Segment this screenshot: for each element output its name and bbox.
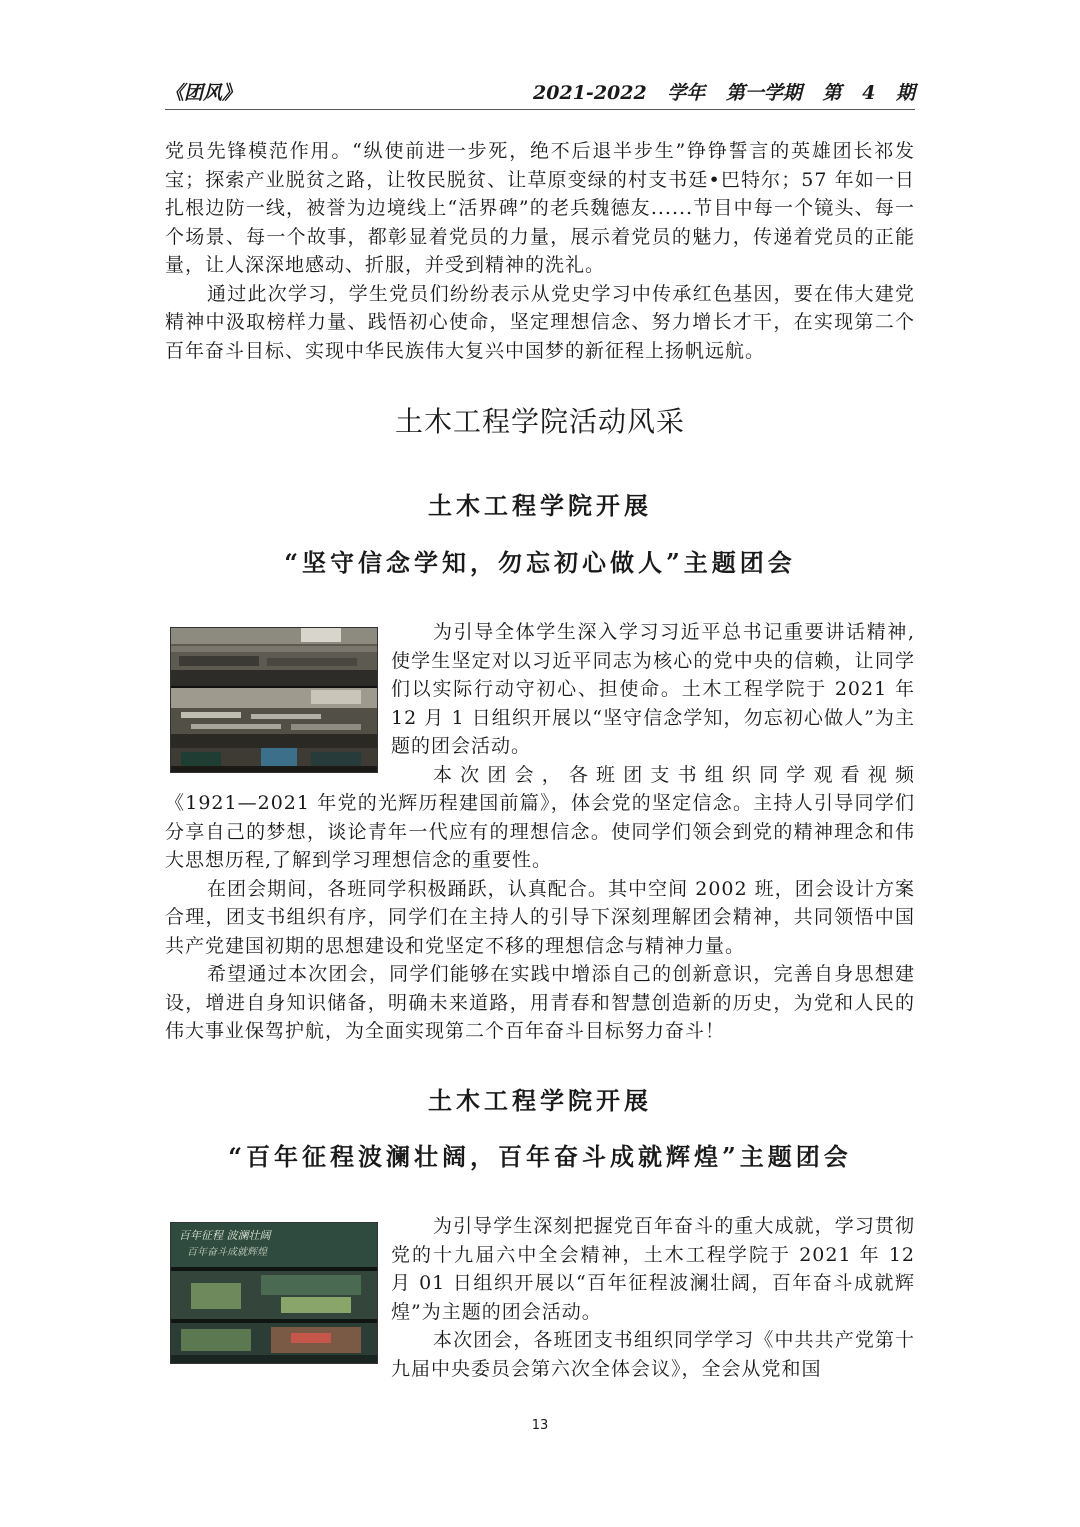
issue-info: 2021-2022 学年 第一学期 第 4 期: [533, 82, 915, 104]
article1-heading-line1: 土木工程学院开展: [428, 491, 652, 520]
article1-heading-line2: “坚守信念学知，勿忘初心做人”主题团会: [284, 548, 796, 577]
article2-heading-line2: “百年征程波澜壮阔，百年奋斗成就辉煌”主题团会: [228, 1142, 852, 1171]
article1-text-body: [165, 789, 915, 1046]
article1-paragraph-1: 为引导全体学生深入学习习近平总书记重要讲话精神,使学生坚定对以习近平同志为核心的党中央的信赖，让同学们以实际行动守初心、担使命。土木工程学院于 2021 年 12 月 1 日组织开展以“坚守信念学知，勿忘初心做人”为主题的团会活动。: [391, 621, 915, 757]
svg-text:百年奋斗成就辉煌: 百年奋斗成就辉煌: [187, 1247, 267, 1258]
article1-text-beside-image: [391, 618, 915, 789]
article2-text-beside-image: [391, 1212, 915, 1383]
article1-paragraph-3: 在团会期间，各班同学积极踊跃，认真配合。其中空间 2002 班，团会设计方案合理，团支书组织有序，同学们在主持人的引导下深刻理解团会精神，共同领悟中国共产党建国初期的思想建设和党坚定不移的理想信念与精神力量。: [165, 877, 915, 957]
page-number: 13: [531, 1418, 549, 1433]
article1-paragraph-2-rest: 《1921—2021 年党的光辉历程建国前篇》，体会党的坚定信念。主持人引导同学们分享自己的梦想，谈论青年一代应有的理想信念。使同学们领会到党的精神理念和伟大思想历程,了解到学习理想信念的重要性。: [165, 792, 915, 871]
intro-text: [165, 137, 915, 365]
svg-text:百年征程 波澜壮阔: 百年征程 波澜壮阔: [179, 1229, 271, 1242]
running-header: [165, 78, 915, 108]
article1-paragraph-2-first-line: 本次团会，各班团支书组织同学观看视频: [433, 763, 915, 786]
journal-name: 《团风》: [165, 82, 242, 104]
article1-paragraph-4: 希望通过本次团会，同学们能够在实践中增添自己的创新意识，完善自身思想建设，增进自身知识储备，明确未来道路，用青春和智慧创造新的历史，为党和人民的伟大事业保驾护航，为全面实现第二个百年奋斗目标努力奋斗！: [165, 963, 915, 1042]
article1-classroom-photo: [170, 627, 378, 773]
intro-paragraph-1: 党员先锋模范作用。“纵使前进一步死，绝不后退半步生”铮铮誓言的英雄团长祁发宝；探索产业脱贫之路，让牧民脱贫、让草原变绿的村支书廷•巴特尔；57 年如一日扎根边防一线，被誉为边境线上“活界碑”的老兵魏德友......节目中每一个镜头、每一个场景、每一个故事，都彰显着党员的力量，展示着党员的魅力，传递着党员的正能量，让人深深地感动、折服，并受到精神的洗礼。: [165, 140, 915, 276]
article2-heading-line1: 土木工程学院开展: [428, 1086, 652, 1115]
article2-blackboard-photo: [170, 1222, 378, 1364]
article2-paragraph-2: 本次团会，各班团支书组织同学学习《中共共产党第十九届中央委员会第六次全体会议》，全会从党和国: [391, 1329, 915, 1380]
section-title: 土木工程学院活动风采: [394, 405, 685, 438]
article2-paragraph-1: 为引导学生深刻把握党百年奋斗的重大成就，学习贯彻党的十九届六中全会精神，土木工程学院于 2021 年 12 月 01 日组织开展以“百年征程波澜壮阔，百年奋斗成就辉煌”为主题的团会活动。: [391, 1215, 915, 1323]
header-rule: [165, 109, 915, 110]
intro-paragraph-2: 通过此次学习，学生党员们纷纷表示从党史学习中传承红色基因，要在伟大建党精神中汲取榜样力量、践悟初心使命，坚定理想信念、努力增长才干，在实现第二个百年奋斗目标、实现中华民族伟大复兴中国梦的新征程上扬帆远航。: [165, 282, 915, 362]
